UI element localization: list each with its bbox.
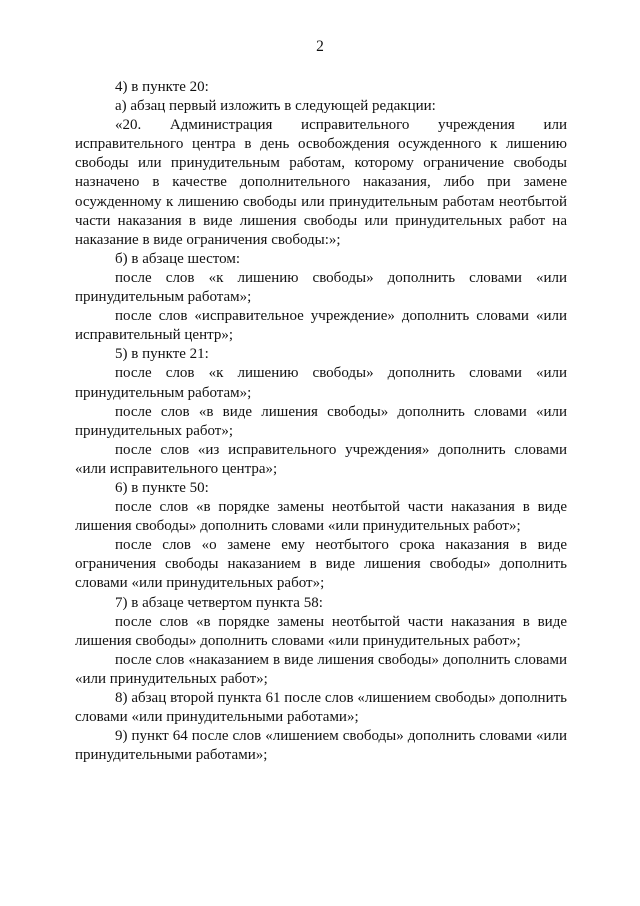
paragraph-amendment: после слов «в порядке замены неотбытой части наказания в виде лишения свободы» дополнить словами «или принудительных работ»; <box>75 499 567 535</box>
paragraph-amendment: после слов «в виде лишения свободы» дополнить словами «или принудительных работ»; <box>75 403 567 439</box>
paragraph-amendment: после слов «к лишению свободы» дополнить словами «или принудительным работам»; <box>75 269 567 306</box>
paragraph-item-9: 9) пункт 64 после слов «лишением свободы» дополнить словами «или принудительными работами»; <box>75 728 567 764</box>
paragraph-amendment: после слов «наказанием в виде лишения свободы» дополнить словами «или принудительных работ»; <box>75 651 567 687</box>
document-body <box>75 78 567 765</box>
paragraph-subitem-a: а) абзац первый изложить в следующей редакции: <box>115 98 436 115</box>
paragraph-amendment: после слов «в порядке замены неотбытой части наказания в виде лишения свободы» дополнить словами «или принудительных работ»; <box>75 613 567 649</box>
paragraph-amendment: после слов «исправительное учреждение» дополнить словами «или исправительный центр»; <box>75 308 567 344</box>
paragraph-item-7: 7) в абзаце четвертом пункта 58: <box>115 594 323 611</box>
paragraph-item-6: 6) в пункте 50: <box>115 479 209 496</box>
paragraph-item-5: 5) в пункте 21: <box>115 346 209 363</box>
paragraph-item-4: 4) в пункте 20: <box>115 79 209 95</box>
paragraph-amendment: после слов «из исправительного учреждения» дополнить словами «или исправительного центра»; <box>75 441 567 477</box>
paragraph-new-wording-20: «20. Администрация исправительного учреждения или исправительного центра в день освобождения осужденного к лишению свободы или принудительным работам, которому ограничение свободы назначено в качестве дополнительного наказания, либо при замене осужденному к лишению свободы или принудительным работам неотбытой части наказания в виде лишения свободы или принудительных работ на наказание в виде ограничения свободы:»; <box>75 117 567 248</box>
paragraph-amendment: после слов «к лишению свободы» дополнить словами «или принудительным работам»; <box>75 365 567 401</box>
paragraph-subitem-b: б) в абзаце шестом: <box>115 250 240 267</box>
page-number: 2 <box>316 38 324 55</box>
paragraph-item-8: 8) абзац второй пункта 61 после слов «лишением свободы» дополнить словами «или принудительными работами»; <box>75 690 567 726</box>
paragraph-amendment: после слов «о замене ему неотбытого срока наказания в виде ограничения свободы наказанием в виде лишения свободы» дополнить словами «или принудительных работ»; <box>75 537 567 592</box>
